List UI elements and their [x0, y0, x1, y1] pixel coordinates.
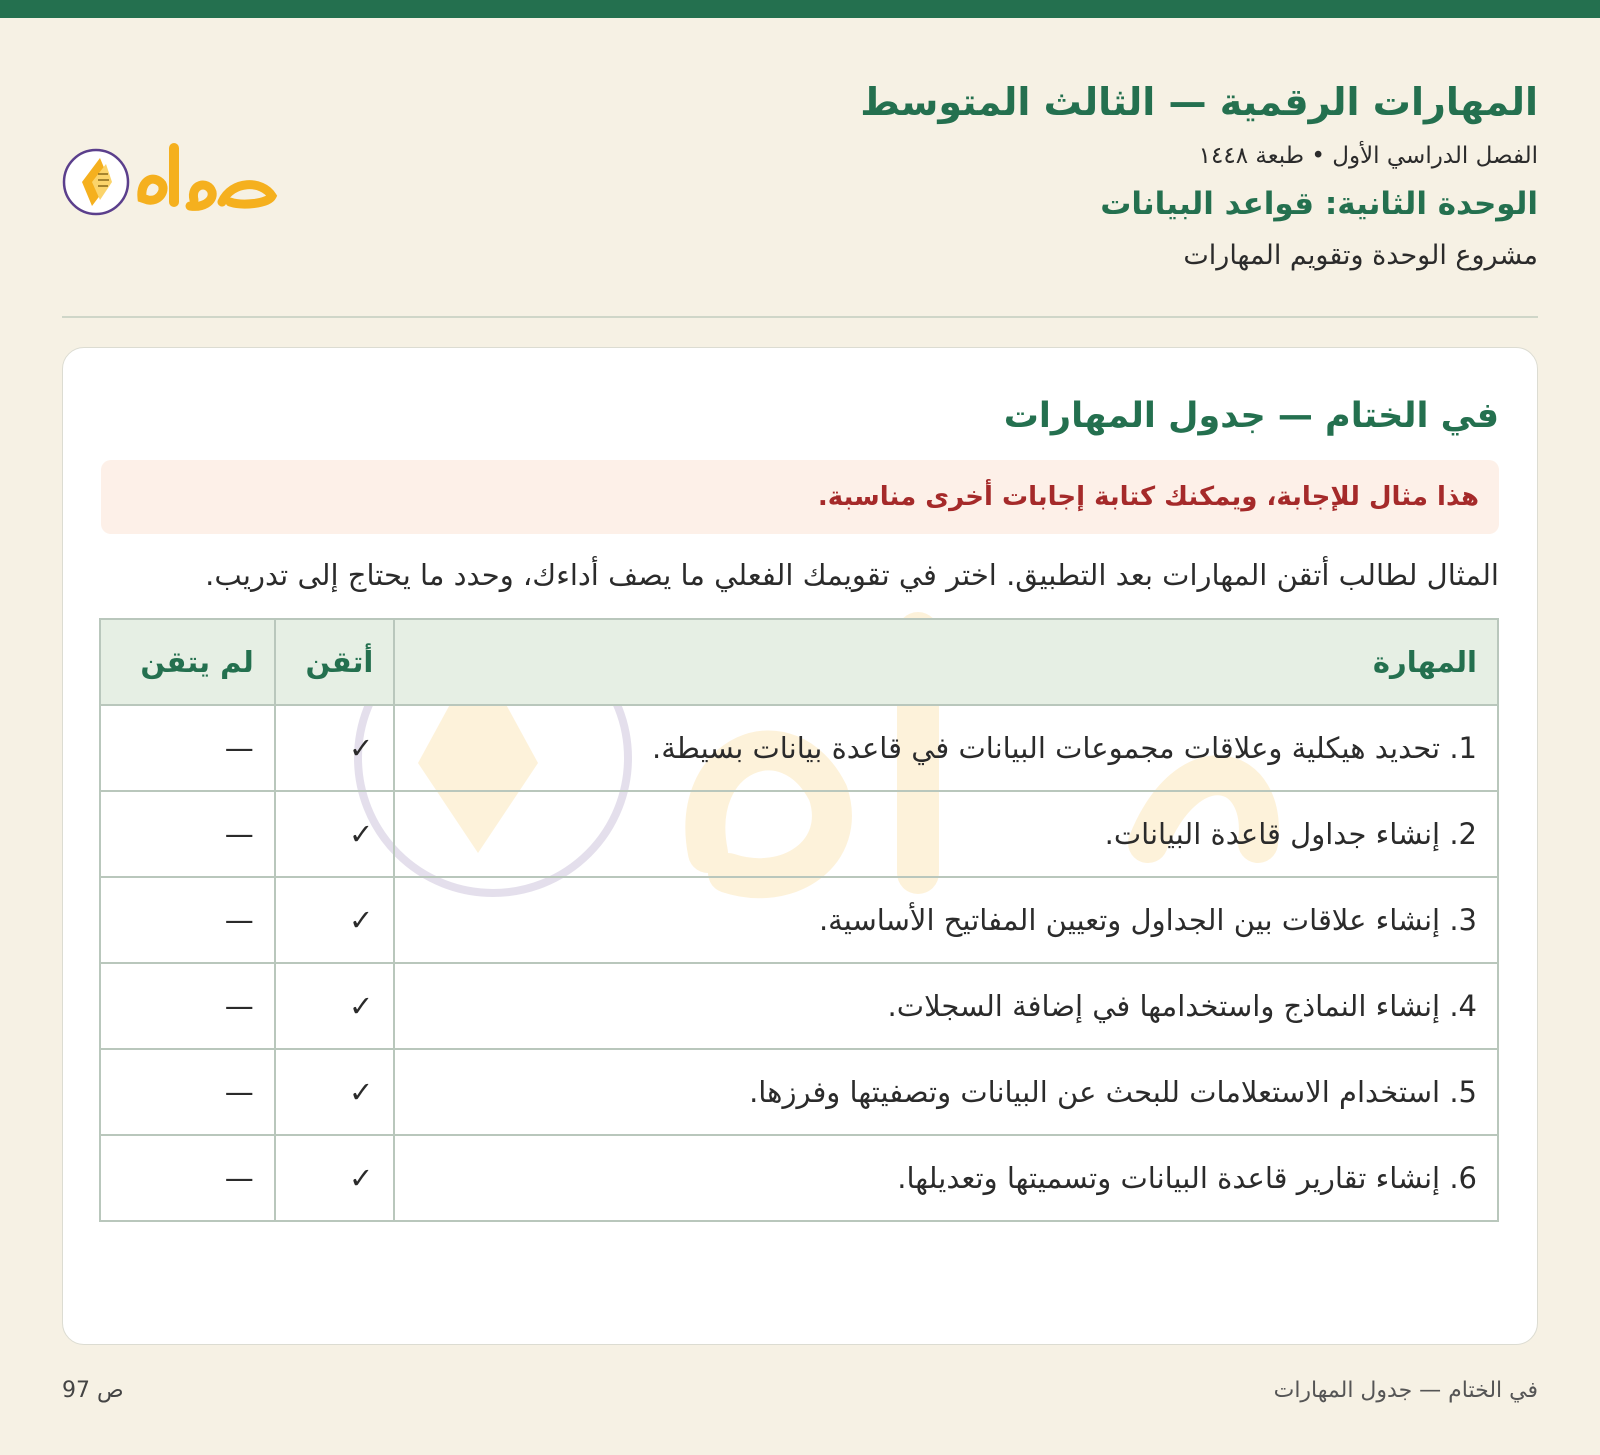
- dash-mark[interactable]: —: [100, 1049, 275, 1135]
- page-number: ص 97: [62, 1378, 124, 1403]
- skills-card: [62, 347, 1538, 1345]
- example-note: هذا مثال للإجابة، ويمكنك كتابة إجابات أخرى مناسبة.: [101, 460, 1499, 534]
- table-row: [100, 791, 1498, 877]
- table-row: [100, 1049, 1498, 1135]
- hulul-logo: [62, 140, 282, 220]
- dash-mark[interactable]: —: [100, 705, 275, 791]
- check-mark-icon[interactable]: ✓: [275, 1049, 395, 1135]
- header-skill: المهارة: [394, 619, 1498, 705]
- check-mark-icon[interactable]: ✓: [275, 705, 395, 791]
- skill-cell: 6. إنشاء تقارير قاعدة البيانات وتسميتها وتعديلها.: [394, 1135, 1498, 1221]
- dash-mark[interactable]: —: [100, 791, 275, 877]
- unit-title: الوحدة الثانية: قواعد البيانات: [1100, 186, 1538, 222]
- skill-cell: 3. إنشاء علاقات بين الجداول وتعيين المفاتيح الأساسية.: [394, 877, 1498, 963]
- section-title: في الختام — جدول المهارات: [1003, 396, 1499, 436]
- skill-cell: 2. إنشاء جداول قاعدة البيانات.: [394, 791, 1498, 877]
- table-header-row: [100, 619, 1498, 705]
- header-divider: [62, 316, 1538, 318]
- skill-cell: 5. استخدام الاستعلامات للبحث عن البيانات وتصفيتها وفرزها.: [394, 1049, 1498, 1135]
- check-mark-icon[interactable]: ✓: [275, 1135, 395, 1221]
- table-row: [100, 877, 1498, 963]
- top-accent-bar: [0, 0, 1600, 18]
- dash-mark[interactable]: —: [100, 877, 275, 963]
- dash-mark[interactable]: —: [100, 1135, 275, 1221]
- header-not-mastered: لم يتقن: [100, 619, 275, 705]
- skills-table: [99, 618, 1499, 1222]
- skill-cell: 4. إنشاء النماذج واستخدامها في إضافة السجلات.: [394, 963, 1498, 1049]
- footer-section-title: في الختام — جدول المهارات: [1273, 1378, 1538, 1403]
- table-row: [100, 705, 1498, 791]
- intro-paragraph: المثال لطالب أتقن المهارات بعد التطبيق. اختر في تقويمك الفعلي ما يصف أداءك، وحدد ما يحتاج إلى تدريب.: [205, 558, 1499, 592]
- skill-cell: 1. تحديد هيكلية وعلاقات مجموعات البيانات في قاعدة بيانات بسيطة.: [394, 705, 1498, 791]
- dash-mark[interactable]: —: [100, 963, 275, 1049]
- page-header: [538, 72, 1538, 282]
- header-mastered: أتقن: [275, 619, 395, 705]
- check-mark-icon[interactable]: ✓: [275, 791, 395, 877]
- lesson-title: مشروع الوحدة وتقويم المهارات: [1183, 240, 1538, 271]
- table-row: [100, 963, 1498, 1049]
- semester-edition: الفصل الدراسي الأول • طبعة ١٤٤٨: [1198, 143, 1538, 169]
- check-mark-icon[interactable]: ✓: [275, 877, 395, 963]
- book-title: المهارات الرقمية — الثالث المتوسط: [860, 80, 1538, 124]
- table-row: [100, 1135, 1498, 1221]
- check-mark-icon[interactable]: ✓: [275, 963, 395, 1049]
